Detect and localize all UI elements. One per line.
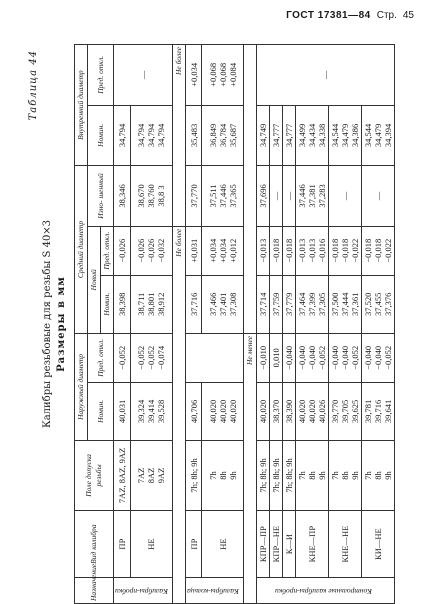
cell: ПР — [186, 510, 202, 578]
group-koltsa: Калибры-кольца — [186, 578, 244, 604]
cell: 7h; 8h; 9h — [186, 441, 202, 511]
cell: 38,670 38,760 38,8 3 — [130, 166, 172, 227]
cell: +0,034 — [186, 45, 202, 106]
cell: 7AZ, 8AZ, 9AZ — [114, 441, 131, 511]
cell: 34,544 34,479 34,386 — [328, 105, 361, 166]
cell: −0,040 — [282, 333, 295, 382]
cell: 40,031 — [114, 382, 131, 440]
cell: −0,040 −0,040 −0,052 — [361, 333, 394, 382]
ne-menee-note: Не менее — [243, 333, 256, 603]
cell: 7h 8h 9h — [328, 441, 361, 511]
outer-header: Наружный диаметр — [75, 333, 88, 440]
cell: +0,068 +0,068 +0,084 — [202, 45, 244, 106]
cell: 37,770 — [186, 166, 202, 227]
cell: 36,849 36,784 35,687 — [202, 105, 244, 166]
standard-number: ГОСТ 17381—84 — [286, 10, 371, 21]
cell: −0,013 −0,013 −0,016 — [295, 226, 328, 275]
purpose-header: Назначение — [75, 578, 114, 604]
cell — [186, 333, 244, 382]
cell: 0,010 — [269, 333, 282, 382]
cell: −0,010 — [256, 333, 269, 382]
cell: 7h; 8h; 9h — [269, 441, 282, 511]
cell: 34,544 34,479 34,394 — [361, 105, 394, 166]
middle-pred-header: Пред. откл. — [101, 226, 114, 275]
cell: 38,346 — [114, 166, 131, 227]
cell: 34,794 34,794 34,794 — [130, 105, 172, 166]
cell: КПР—ПР — [256, 510, 269, 578]
cell: 34,794 — [114, 105, 131, 166]
field-header: Поле допуска резьбы — [75, 441, 114, 511]
page-header — [236, 10, 414, 24]
middle-nominal-header: Номин. — [101, 275, 114, 333]
type-header: Вид калибра — [75, 510, 114, 578]
cell: 37,779 — [282, 275, 295, 333]
gauge-table — [74, 44, 395, 604]
cell: 38,390 — [282, 382, 295, 440]
cell: КИ—НЕ — [361, 510, 394, 578]
cell: 37,466 37,401 37,308 — [202, 275, 244, 333]
cell: — — [328, 166, 361, 227]
cell: 7h; 8h; 9h — [282, 441, 295, 511]
cell: −0,040 −0,040 −0,052 — [295, 333, 328, 382]
cell: 37,446 37,381 37,283 — [295, 166, 328, 227]
cell: 39,781 39,716 39,641 — [361, 382, 394, 440]
cell: НЕ — [202, 510, 244, 578]
cell: — — [361, 166, 394, 227]
cell: 37,464 37,399 37,305 — [295, 275, 328, 333]
cell: −0,018 −0,018 −0,022 — [361, 226, 394, 275]
cell: 38,398 — [114, 275, 131, 333]
cell: 40,706 — [186, 382, 202, 440]
cell: 40,020 40,020 40,026 — [295, 382, 328, 440]
cell: 7h 8h 9h — [361, 441, 394, 511]
inner-nominal-header: Номин. — [88, 105, 114, 166]
cell: — — [114, 45, 173, 106]
cell: 39,770 39,705 39,625 — [328, 382, 361, 440]
cell: ПР — [114, 510, 131, 578]
cell: — — [269, 166, 282, 227]
cell: 37,759 — [269, 275, 282, 333]
cell: −0,026 — [114, 226, 131, 275]
table-subcaption: Размеры в мм — [56, 276, 67, 372]
cell: 37,500 37,444 37,361 — [328, 275, 361, 333]
ne-bolee-note-2: Не более — [173, 45, 186, 227]
cell: −0,026 −0,026 −0,032 — [130, 226, 172, 275]
cell: КНЕ—НЕ — [328, 510, 361, 578]
cell: 7h 8h 9h — [202, 441, 244, 511]
cell: 38,370 — [269, 382, 282, 440]
cell: К—И — [282, 510, 295, 578]
cell: 37,714 — [256, 275, 269, 333]
cell: — — [256, 45, 394, 106]
cell: 37,716 — [186, 275, 202, 333]
inner-header: Внутренний диаметр — [75, 45, 88, 166]
cell: −0,018 −0,018 −0,022 — [328, 226, 361, 275]
cell: 34,749 — [256, 105, 269, 166]
cell: КПР—НЕ — [269, 510, 282, 578]
ne-bolee-note: Не более — [173, 226, 186, 603]
cell: 40,020 40,020 40,020 — [202, 382, 244, 440]
cell: 7h 8h 9h — [295, 441, 328, 511]
cell: 34,777 — [282, 105, 295, 166]
cell: 7AZ 8AZ 9AZ — [130, 441, 172, 511]
cell: −0,052 — [114, 333, 131, 382]
cell: 7h; 8h; 9h — [256, 441, 269, 511]
cell: 37,511 37,446 37,365 — [202, 166, 244, 227]
table-label: Таблица 44 — [28, 50, 39, 121]
outer-pred-header: Пред. откл. — [88, 333, 114, 382]
cell: 34,499 34,434 34,338 — [295, 105, 328, 166]
cell: +0,031 — [186, 226, 202, 275]
cell: +0,034 +0,034 +0,012 — [202, 226, 244, 275]
worn-header: Изно- шенный — [88, 166, 114, 227]
cell: НЕ — [130, 510, 172, 578]
page-label: Стр. — [376, 10, 397, 21]
table-caption: Калибры резьбовые для резьбы S 40×3 — [42, 219, 53, 429]
cell: КНЕ—ПР — [295, 510, 328, 578]
empty-cell — [243, 45, 256, 334]
cell: 34,777 — [269, 105, 282, 166]
page-number: 45 — [402, 10, 414, 21]
inner-pred-header: Пред. откл. — [88, 45, 114, 106]
cell: −0,018 — [282, 226, 295, 275]
cell: — — [282, 166, 295, 227]
cell: 38,711 38,801 38,912 — [130, 275, 172, 333]
cell: −0,018 — [269, 226, 282, 275]
cell: −0,052 −0,052 −0,074 — [130, 333, 172, 382]
cell: 39,324 39,414 39,528 — [130, 382, 172, 440]
cell: 37,520 37,455 37,376 — [361, 275, 394, 333]
cell: 35,483 — [186, 105, 202, 166]
rotated-table-area — [28, 44, 410, 604]
middle-header: Средний диаметр — [75, 166, 88, 334]
group-probki: Калибры-пробки — [114, 578, 173, 604]
cell: −0,040 −0,040 −0,052 — [328, 333, 361, 382]
outer-nominal-header: Номин. — [88, 382, 114, 440]
cell: 37,696 — [256, 166, 269, 227]
group-kontrol: Контрольные калибры-пробки — [256, 578, 394, 604]
cell: 40,020 — [256, 382, 269, 440]
cell: −0,013 — [256, 226, 269, 275]
new-header: Новый — [88, 226, 101, 333]
